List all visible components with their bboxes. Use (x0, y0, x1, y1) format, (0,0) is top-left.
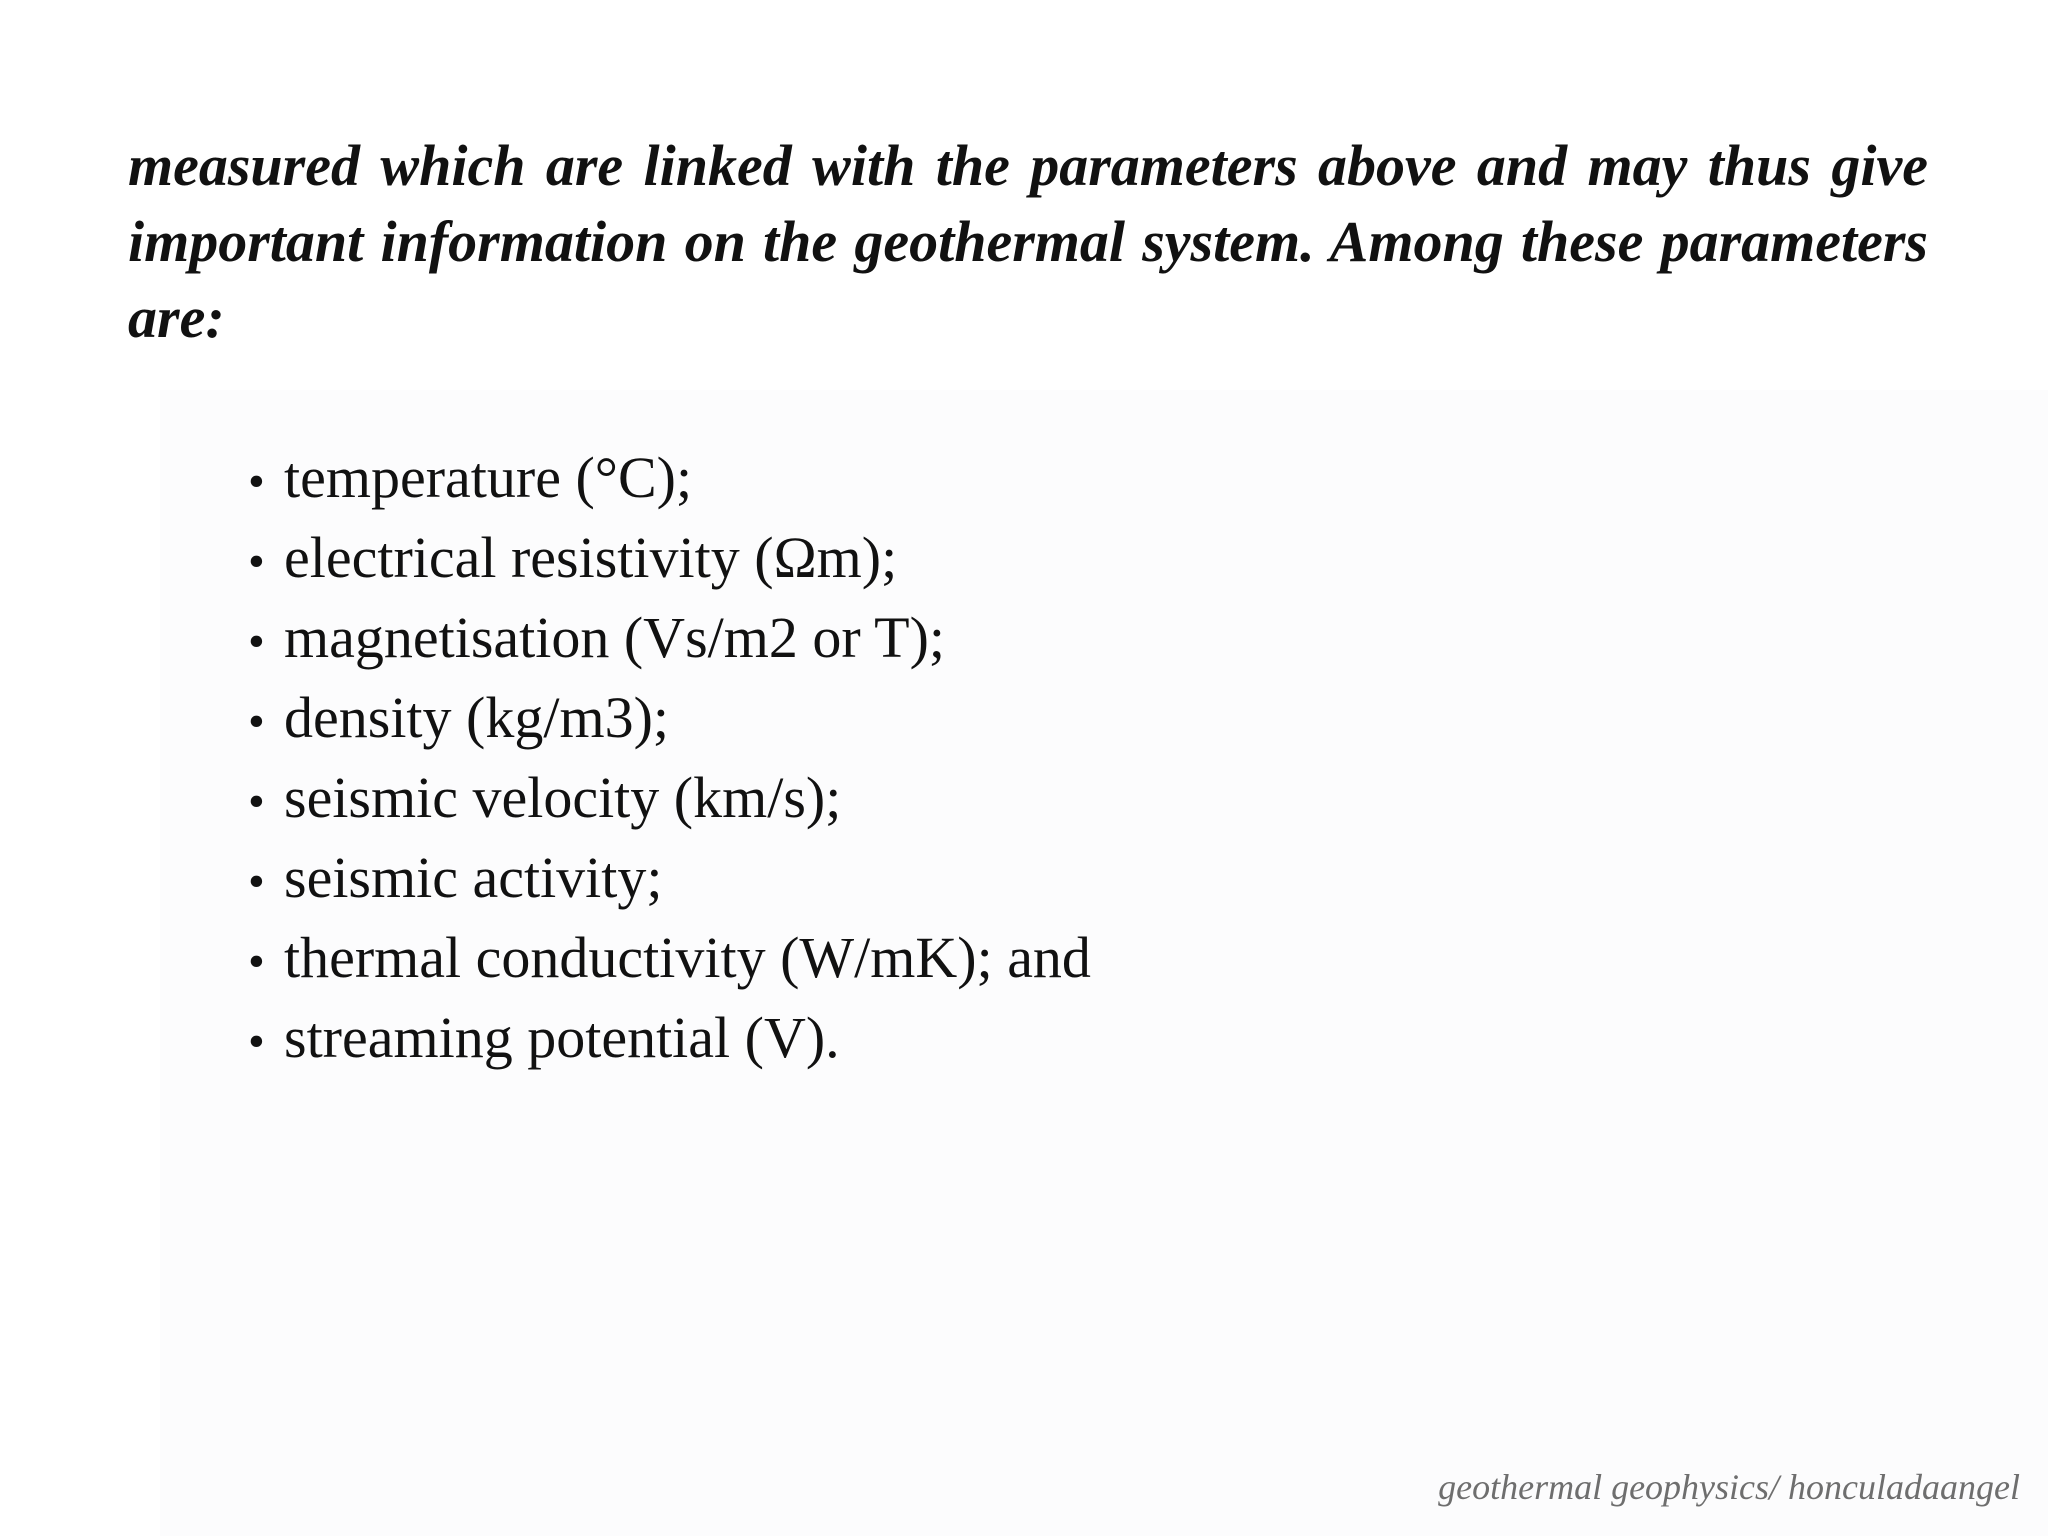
bullet-icon: • (248, 1015, 265, 1068)
bullet-icon: • (248, 855, 265, 908)
bullet-icon: • (248, 455, 265, 508)
list-item-text: density (kg/m3); (284, 685, 670, 750)
list-item-text: temperature (°C); (284, 445, 693, 510)
bullet-icon: • (248, 775, 265, 828)
bullet-icon: • (248, 535, 265, 588)
list-item (248, 520, 1091, 600)
list-item (248, 1000, 1091, 1080)
list-item (248, 920, 1091, 1000)
list-item (248, 840, 1091, 920)
list-item-text: electrical resistivity (Ωm); (284, 525, 898, 590)
bullet-icon: • (248, 695, 265, 748)
list-item (248, 440, 1091, 520)
parameter-list (248, 440, 1091, 1080)
list-item (248, 600, 1091, 680)
list-item (248, 680, 1091, 760)
intro-paragraph: measured which are linked with the parameters above and may thus give important information on the geothermal system. Among these parameters are: (128, 133, 1928, 350)
list-item-text: seismic activity; (284, 845, 663, 910)
list-item-text: streaming potential (V). (284, 1005, 840, 1070)
bullet-icon: • (248, 935, 265, 988)
list-item-text: magnetisation (Vs/m2 or T); (284, 605, 945, 670)
footer-credit: geothermal geophysics/ honculadaangel (1438, 1467, 2020, 1507)
bullet-icon: • (248, 615, 265, 668)
list-item-text: thermal conductivity (W/mK); and (284, 925, 1091, 990)
list-item-text: seismic velocity (km/s); (284, 765, 842, 830)
list-item (248, 760, 1091, 840)
